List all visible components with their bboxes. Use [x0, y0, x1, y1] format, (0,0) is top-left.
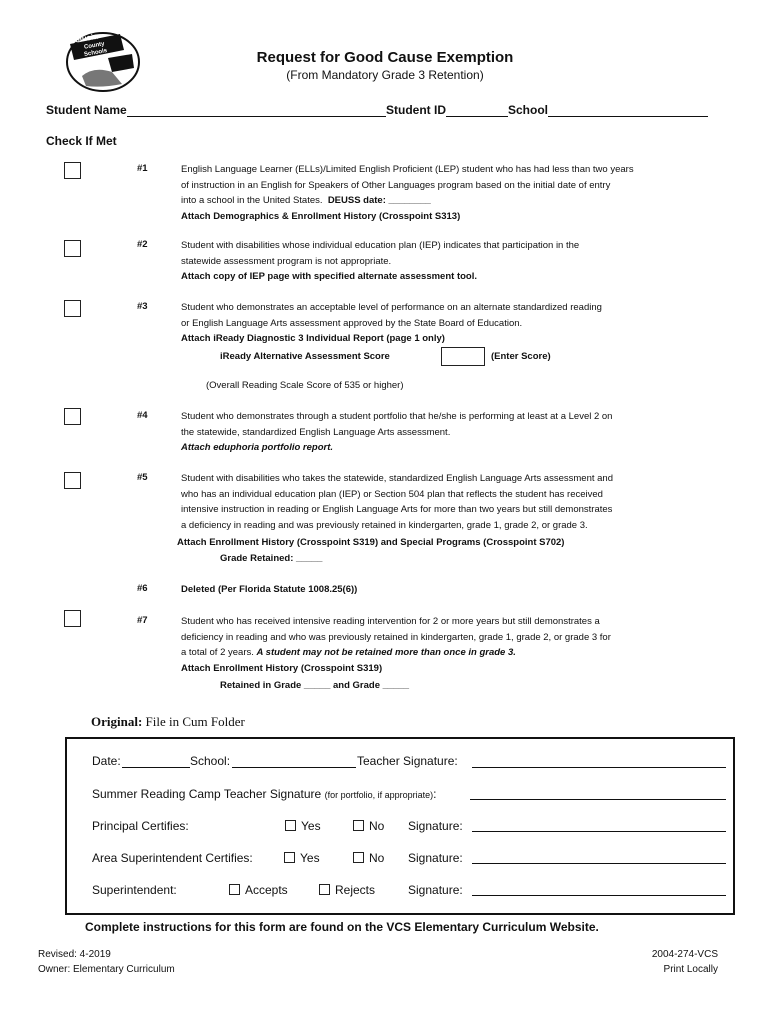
item-2-line-2: statewide assessment program is not appropriate. [181, 255, 392, 267]
item-7-text [181, 614, 721, 676]
area-signature-label: Signature: [408, 851, 463, 865]
logo-text-volusia: Volusia [69, 31, 99, 46]
area-yes-option[interactable] [284, 851, 320, 865]
item-3-line-1: Student who demonstrates an acceptable level of performance on an alternate standardized reading [181, 302, 602, 313]
item-7-number: #7 [137, 615, 148, 626]
enter-score-label: (Enter Score) [491, 351, 551, 362]
principal-yes-option[interactable] [285, 819, 321, 833]
deuss-date-label: DEUSS date [327, 195, 383, 206]
item-1-attach: Attach Demographics & Enrollment History (Crosspoint S313) [181, 210, 461, 222]
item-4-line-2: the statewide, standardized English Language Arts assessment. [181, 426, 451, 438]
area-no-label: No [369, 851, 385, 865]
footer-revised: Revised: 4-2019 [38, 949, 111, 960]
principal-signature-label: Signature: [408, 819, 463, 833]
box-school-field[interactable] [232, 767, 356, 768]
area-yes-label: Yes [300, 851, 320, 865]
item-3-number: #3 [137, 301, 148, 312]
date-label: Date: [92, 754, 121, 768]
original-label: Original: [91, 714, 143, 729]
box-school-label: School: [190, 754, 231, 768]
superintendent-signature-field[interactable] [472, 895, 726, 896]
iready-score-input[interactable] [441, 347, 485, 366]
item-7-line-1: Student who has received intensive reading intervention for 2 or more years but still demonstrates a [181, 616, 600, 627]
accepts-label: Accepts [245, 883, 288, 897]
item-2-attach: Attach copy of IEP page with specified alternate assessment tool. [181, 271, 477, 282]
camp-teacher-signature-field[interactable] [470, 799, 726, 800]
student-id-field[interactable] [446, 116, 508, 117]
item-5-line-1: Student with disabilities who takes the statewide, standardized English Language Arts assessment and [181, 473, 613, 484]
checkbox-item-3[interactable] [64, 300, 81, 317]
item-7-line-3: a total of 2 years. [181, 647, 254, 658]
principal-no-option[interactable] [353, 819, 384, 833]
student-id-label: Student ID [386, 103, 446, 117]
item-6-text: Deleted (Per Florida Statute 1008.25(6)) [181, 584, 358, 595]
camp-teacher-signature-label: Summer Reading Camp Teacher Signature (for portfolio, if appropriate): [92, 787, 437, 801]
superintendent-signature-label: Signature: [408, 883, 463, 897]
teacher-signature-label: Teacher Signature: [357, 754, 458, 768]
page-subtitle: (From Mandatory Grade 3 Retention) [286, 68, 484, 82]
item-2-line-1: Student with disabilities whose individual education plan (IEP) indicates that participation in the [181, 240, 580, 251]
page-title: Request for Good Cause Exemption [256, 49, 514, 66]
item-2-number: #2 [137, 239, 148, 250]
checkbox-item-7[interactable] [64, 610, 81, 627]
original-note [91, 714, 245, 730]
rejects-option[interactable] [319, 883, 375, 897]
instructions-note: Complete instructions for this form are found on the VCS Elementary Curriculum Website. [85, 920, 599, 934]
item-6-number: #6 [137, 583, 148, 594]
camp-label-text: Summer Reading Camp Teacher Signature [92, 787, 322, 801]
area-yes-checkbox[interactable] [284, 852, 295, 863]
area-no-option[interactable] [353, 851, 384, 865]
student-name-field[interactable] [127, 116, 386, 117]
check-if-met-heading: Check If Met [46, 134, 117, 148]
teacher-signature-field[interactable] [472, 767, 726, 768]
principal-yes-label: Yes [301, 819, 321, 833]
item-3-line-2: or English Language Arts assessment approved by the State Board of Education. [181, 317, 523, 329]
iready-score-label: iReady Alternative Assessment Score [220, 351, 390, 362]
item-7-retention-note: A student may not be retained more than once in grade 3. [256, 647, 516, 658]
item-5-line-3: intensive instruction in reading or English Language Arts for more than two years but still demonstrates [181, 504, 613, 515]
item-1-line-3: into a school in the United States. [181, 195, 323, 206]
student-name-label: Student Name [46, 103, 127, 117]
logo-text-schools: Schools [83, 48, 108, 58]
item-7-line-2: deficiency in reading and who was previously retained in kindergarten, grade 1, grade 2, or grade 3 for [181, 631, 611, 643]
overall-score-note: (Overall Reading Scale Score of 535 or higher) [206, 380, 404, 391]
principal-yes-checkbox[interactable] [285, 820, 296, 831]
grade-retained-field[interactable]: Grade Retained: _____ [220, 553, 323, 564]
item-5-number: #5 [137, 472, 148, 483]
accepts-checkbox[interactable] [229, 884, 240, 895]
rejects-label: Rejects [335, 883, 376, 897]
item-7-attach: Attach Enrollment History (Crosspoint S319) [181, 662, 383, 674]
checkbox-item-1[interactable] [64, 162, 81, 179]
item-2-text [181, 238, 721, 285]
item-5-line-4: a deficiency in reading and was previously retained in kindergarten, grade 1, grade 2, or grade 3. [181, 519, 588, 531]
item-5-attach: Attach Enrollment History (Crosspoint S319) and Special Programs (Crosspoint S702) [177, 537, 565, 548]
footer-owner: Owner: Elementary Curriculum [38, 964, 175, 975]
principal-signature-field[interactable] [472, 831, 726, 832]
original-text: File in Cum Folder [145, 714, 245, 729]
item-4-line-1: Student who demonstrates through a student portfolio that he/she is performing at least at a Level 2 on [181, 411, 613, 422]
footer-form-number: 2004-274-VCS [651, 949, 718, 960]
item-4-attach: Attach eduphoria portfolio report. [181, 442, 333, 453]
school-label: School [508, 103, 549, 117]
date-field[interactable] [122, 767, 190, 768]
item-4-text [181, 409, 721, 456]
checkbox-item-5[interactable] [64, 472, 81, 489]
rejects-checkbox[interactable] [319, 884, 330, 895]
principal-no-checkbox[interactable] [353, 820, 364, 831]
item-5-line-2: who has an individual education plan (IEP) or Section 504 plan that reflects the student has received [181, 488, 603, 500]
item-1-line-2: of instruction in an English for Speakers of Other Languages program based on the initial date of entry [181, 179, 611, 191]
checkbox-item-2[interactable] [64, 240, 81, 257]
item-5-text [181, 471, 721, 533]
item-3-text [181, 300, 721, 347]
area-signature-field[interactable] [472, 863, 726, 864]
area-no-checkbox[interactable] [353, 852, 364, 863]
item-1-line-1: English Language Learner (ELLs)/Limited English Proficient (LEP) student who has had less than two years [181, 164, 634, 175]
checkbox-item-4[interactable] [64, 408, 81, 425]
footer-print-locally: Print Locally [663, 964, 718, 975]
superintendent-label: Superintendent: [92, 883, 177, 897]
retained-in-grade-field[interactable]: Retained in Grade _____ and Grade _____ [220, 680, 410, 691]
camp-note: (for portfolio, if appropriate) [324, 790, 434, 800]
item-4-number: #4 [137, 410, 148, 421]
principal-certifies-label: Principal Certifies: [92, 819, 189, 833]
item-1-number: #1 [137, 163, 148, 174]
item-1-text: English Language Learner (ELLs)/Limited English Proficient (LEP) student who has had less than two years of instruction in an English for Speakers of Other Languages program based on the initial date of entry into a school in the United States. DEUSS date: ________ Attach Demographics & Enrollment History (Crosspoint S313) [181, 162, 721, 224]
area-superintendent-label: Area Superintendent Certifies: [92, 851, 253, 865]
school-field[interactable] [548, 116, 708, 117]
principal-no-label: No [369, 819, 385, 833]
logo-text-county: County [83, 41, 106, 51]
accepts-option[interactable] [229, 883, 288, 897]
item-3-attach: Attach iReady Diagnostic 3 Individual Report (page 1 only) [181, 333, 445, 344]
